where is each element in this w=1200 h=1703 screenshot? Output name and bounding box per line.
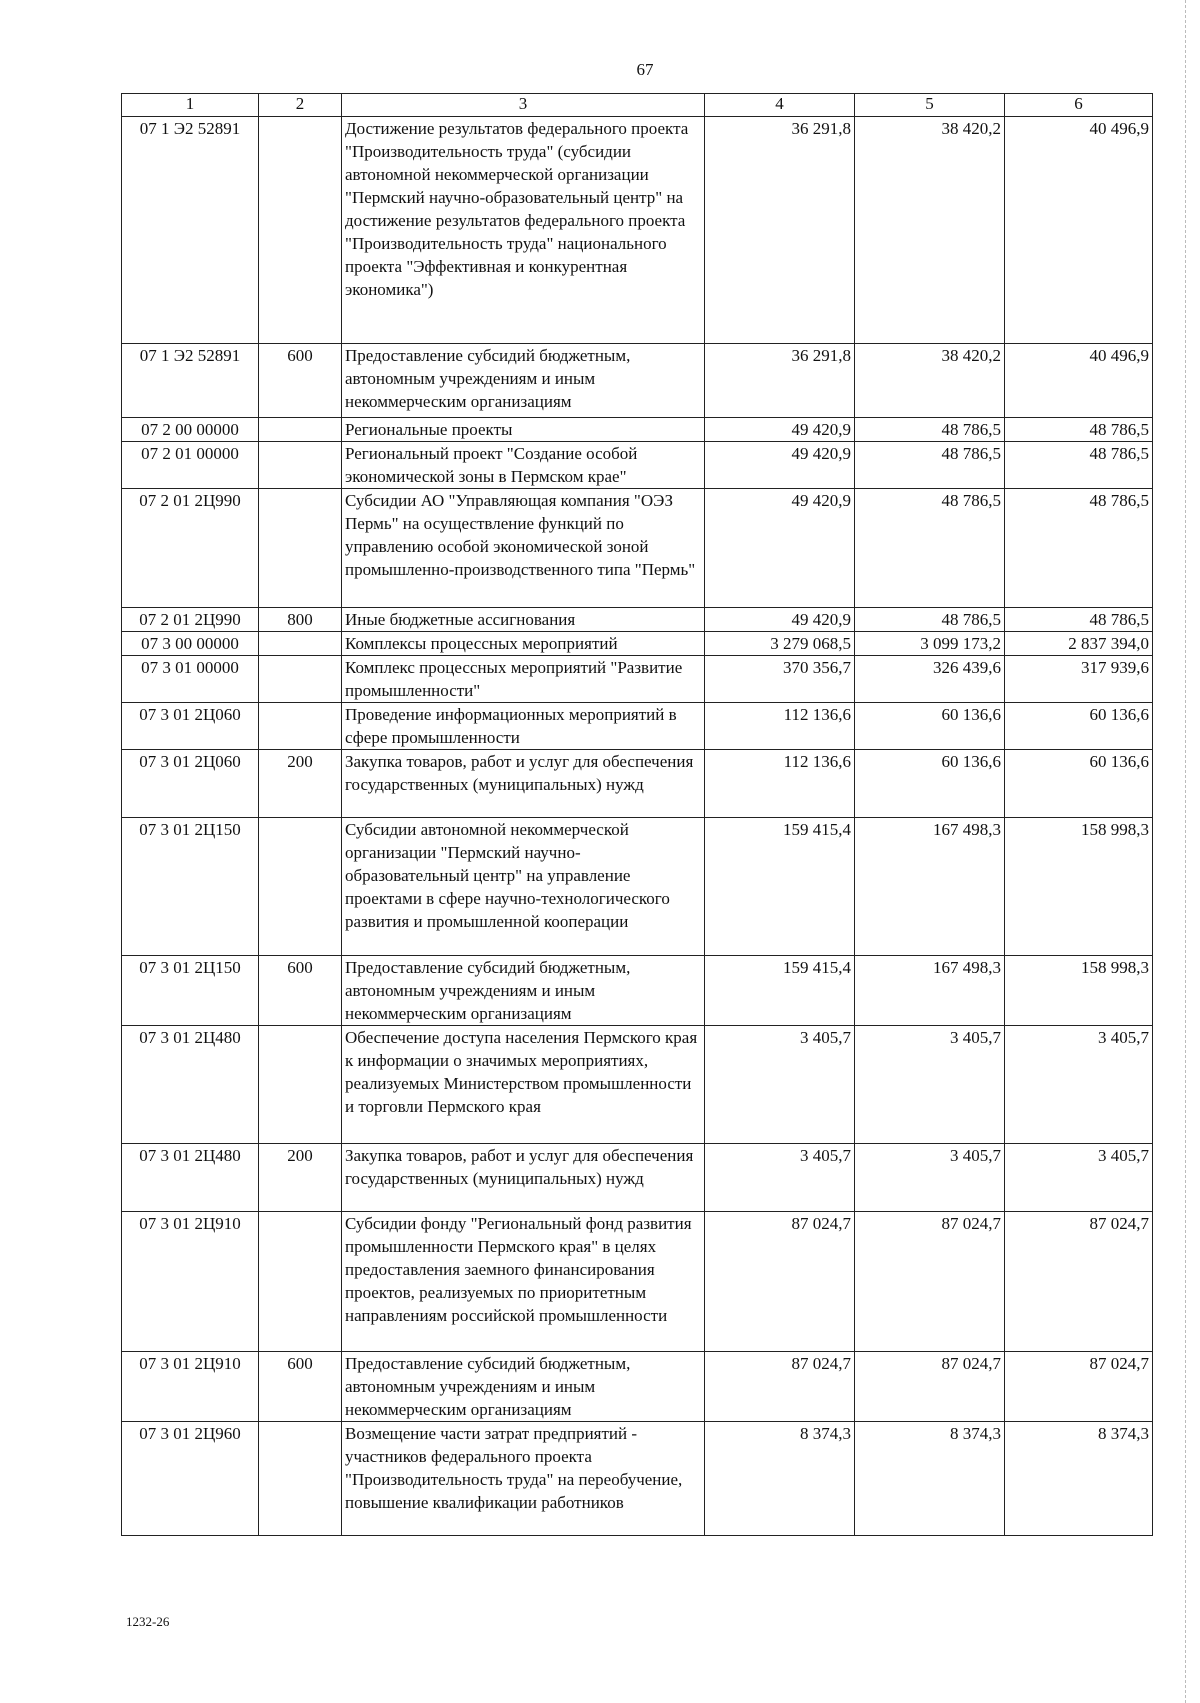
table-row <box>122 750 1153 818</box>
cell-type <box>259 818 342 956</box>
cell-code: 07 3 01 2Ц150 <box>122 818 259 956</box>
cell-value-5: 38 420,2 <box>855 117 1005 344</box>
table-row <box>122 632 1153 656</box>
cell-value-6: 40 496,9 <box>1005 117 1153 344</box>
cell-value-5: 87 024,7 <box>855 1352 1005 1422</box>
cell-value-4: 3 279 068,5 <box>705 632 855 656</box>
cell-code: 07 2 01 00000 <box>122 442 259 489</box>
cell-name: Иные бюджетные ассигнования <box>342 608 705 632</box>
cell-value-5: 48 786,5 <box>855 608 1005 632</box>
cell-type <box>259 442 342 489</box>
cell-value-5: 167 498,3 <box>855 818 1005 956</box>
table-row <box>122 489 1153 608</box>
cell-value-5: 60 136,6 <box>855 703 1005 750</box>
table-row <box>122 608 1153 632</box>
table-row <box>122 1352 1153 1422</box>
cell-value-5: 60 136,6 <box>855 750 1005 818</box>
cell-value-5: 326 439,6 <box>855 656 1005 703</box>
cell-code: 07 3 00 00000 <box>122 632 259 656</box>
cell-value-4: 3 405,7 <box>705 1026 855 1144</box>
cell-value-6: 158 998,3 <box>1005 956 1153 1026</box>
cell-value-4: 49 420,9 <box>705 608 855 632</box>
cell-value-4: 49 420,9 <box>705 489 855 608</box>
cell-type: 600 <box>259 956 342 1026</box>
cell-type <box>259 489 342 608</box>
cell-type <box>259 1422 342 1536</box>
cell-name: Региональный проект "Создание особой экономической зоны в Пермском крае" <box>342 442 705 489</box>
cell-type: 200 <box>259 750 342 818</box>
cell-value-4: 49 420,9 <box>705 418 855 442</box>
cell-code: 07 3 01 2Ц480 <box>122 1026 259 1144</box>
column-header-2: 2 <box>259 94 342 117</box>
cell-name: Субсидии АО "Управляющая компания "ОЭЗ Пермь" на осуществление функций по управлению особой экономической зоной промышленно-производственного типа "Пермь" <box>342 489 705 608</box>
cell-value-4: 159 415,4 <box>705 956 855 1026</box>
column-header-5: 5 <box>855 94 1005 117</box>
cell-value-6: 48 786,5 <box>1005 442 1153 489</box>
column-header-6: 6 <box>1005 94 1153 117</box>
cell-code: 07 3 01 2Ц060 <box>122 703 259 750</box>
table-row <box>122 1422 1153 1536</box>
cell-value-6: 158 998,3 <box>1005 818 1153 956</box>
table-row <box>122 117 1153 344</box>
cell-value-6: 3 405,7 <box>1005 1026 1153 1144</box>
cell-value-5: 3 405,7 <box>855 1026 1005 1144</box>
cell-name: Региональные проекты <box>342 418 705 442</box>
cell-code: 07 3 01 2Ц910 <box>122 1212 259 1352</box>
cell-name: Субсидии автономной некоммерческой организации "Пермский научно-образовательный центр" на управление проектами в сфере научно-технологического развития и промышленной кооперации <box>342 818 705 956</box>
column-header-4: 4 <box>705 94 855 117</box>
cell-name: Комплекс процессных мероприятий "Развитие промышленности" <box>342 656 705 703</box>
cell-name: Достижение результатов федерального проекта "Производительность труда" (субсидии автономной некоммерческой организации "Пермский научно-образовательный центр" на достижение результатов федерального проекта "Производительность труда" национального проекта "Эффективная и конкурентная экономика") <box>342 117 705 344</box>
cell-value-4: 49 420,9 <box>705 442 855 489</box>
cell-value-4: 112 136,6 <box>705 703 855 750</box>
table-row <box>122 1212 1153 1352</box>
cell-name: Закупка товаров, работ и услуг для обеспечения государственных (муниципальных) нужд <box>342 750 705 818</box>
cell-value-5: 48 786,5 <box>855 418 1005 442</box>
cell-value-4: 3 405,7 <box>705 1144 855 1212</box>
cell-value-5: 48 786,5 <box>855 442 1005 489</box>
cell-value-4: 87 024,7 <box>705 1212 855 1352</box>
cell-code: 07 3 01 2Ц960 <box>122 1422 259 1536</box>
cell-name: Предоставление субсидий бюджетным, автономным учреждениям и иным некоммерческим организациям <box>342 344 705 418</box>
table-row <box>122 1026 1153 1144</box>
scan-edge-line <box>1184 0 1186 1703</box>
cell-value-6: 2 837 394,0 <box>1005 632 1153 656</box>
cell-value-5: 3 099 173,2 <box>855 632 1005 656</box>
cell-value-5: 48 786,5 <box>855 489 1005 608</box>
cell-value-6: 48 786,5 <box>1005 489 1153 608</box>
cell-type: 800 <box>259 608 342 632</box>
cell-name: Проведение информационных мероприятий в сфере промышленности <box>342 703 705 750</box>
cell-value-6: 40 496,9 <box>1005 344 1153 418</box>
table-row <box>122 656 1153 703</box>
cell-value-4: 87 024,7 <box>705 1352 855 1422</box>
cell-value-6: 8 374,3 <box>1005 1422 1153 1536</box>
cell-value-6: 317 939,6 <box>1005 656 1153 703</box>
cell-value-6: 87 024,7 <box>1005 1212 1153 1352</box>
cell-value-4: 370 356,7 <box>705 656 855 703</box>
cell-code: 07 2 01 2Ц990 <box>122 489 259 608</box>
cell-type: 600 <box>259 1352 342 1422</box>
cell-value-6: 87 024,7 <box>1005 1352 1153 1422</box>
table-body <box>122 117 1153 1536</box>
cell-code: 07 3 01 2Ц910 <box>122 1352 259 1422</box>
cell-value-6: 60 136,6 <box>1005 750 1153 818</box>
cell-type <box>259 656 342 703</box>
cell-code: 07 2 01 2Ц990 <box>122 608 259 632</box>
cell-value-6: 60 136,6 <box>1005 703 1153 750</box>
cell-value-4: 36 291,8 <box>705 344 855 418</box>
table-row <box>122 956 1153 1026</box>
cell-code: 07 3 01 2Ц060 <box>122 750 259 818</box>
cell-value-5: 87 024,7 <box>855 1212 1005 1352</box>
column-header-1: 1 <box>122 94 259 117</box>
cell-name: Обеспечение доступа населения Пермского края к информации о значимых мероприятиях, реализуемых Министерством промышленности и торговли Пермского края <box>342 1026 705 1144</box>
cell-value-5: 8 374,3 <box>855 1422 1005 1536</box>
cell-code: 07 2 00 00000 <box>122 418 259 442</box>
cell-value-5: 3 405,7 <box>855 1144 1005 1212</box>
cell-name: Предоставление субсидий бюджетным, автономным учреждениям и иным некоммерческим организациям <box>342 956 705 1026</box>
table-header-row <box>122 94 1153 117</box>
cell-code: 07 1 Э2 52891 <box>122 344 259 418</box>
document-code: 1232-26 <box>126 1614 170 1629</box>
cell-code: 07 3 01 2Ц150 <box>122 956 259 1026</box>
cell-name: Комплексы процессных мероприятий <box>342 632 705 656</box>
table-row <box>122 1144 1153 1212</box>
cell-type: 600 <box>259 344 342 418</box>
table-row <box>122 442 1153 489</box>
cell-type <box>259 117 342 344</box>
cell-name: Закупка товаров, работ и услуг для обеспечения государственных (муниципальных) нужд <box>342 1144 705 1212</box>
cell-value-6: 3 405,7 <box>1005 1144 1153 1212</box>
cell-name: Субсидии фонду "Региональный фонд развития промышленности Пермского края" в целях предоставления заемного финансирования проектов, реализуемых по приоритетным направлениям российской промышленности <box>342 1212 705 1352</box>
cell-value-6: 48 786,5 <box>1005 418 1153 442</box>
page-number: 67 <box>636 60 654 79</box>
cell-name: Возмещение части затрат предприятий - участников федерального проекта "Производительность труда" на переобучение, повышение квалификации работников <box>342 1422 705 1536</box>
table-row <box>122 703 1153 750</box>
cell-name: Предоставление субсидий бюджетным, автономным учреждениям и иным некоммерческим организациям <box>342 1352 705 1422</box>
column-header-3: 3 <box>342 94 705 117</box>
table-row <box>122 818 1153 956</box>
table-row <box>122 418 1153 442</box>
cell-type <box>259 632 342 656</box>
cell-value-4: 36 291,8 <box>705 117 855 344</box>
cell-value-4: 112 136,6 <box>705 750 855 818</box>
table-row <box>122 344 1153 418</box>
cell-type <box>259 1212 342 1352</box>
cell-type <box>259 703 342 750</box>
cell-code: 07 3 01 2Ц480 <box>122 1144 259 1212</box>
cell-type <box>259 418 342 442</box>
cell-value-4: 8 374,3 <box>705 1422 855 1536</box>
cell-code: 07 3 01 00000 <box>122 656 259 703</box>
cell-value-5: 167 498,3 <box>855 956 1005 1026</box>
cell-code: 07 1 Э2 52891 <box>122 117 259 344</box>
cell-type: 200 <box>259 1144 342 1212</box>
cell-value-6: 48 786,5 <box>1005 608 1153 632</box>
cell-value-4: 159 415,4 <box>705 818 855 956</box>
budget-table <box>121 93 1153 1536</box>
cell-value-5: 38 420,2 <box>855 344 1005 418</box>
cell-type <box>259 1026 342 1144</box>
